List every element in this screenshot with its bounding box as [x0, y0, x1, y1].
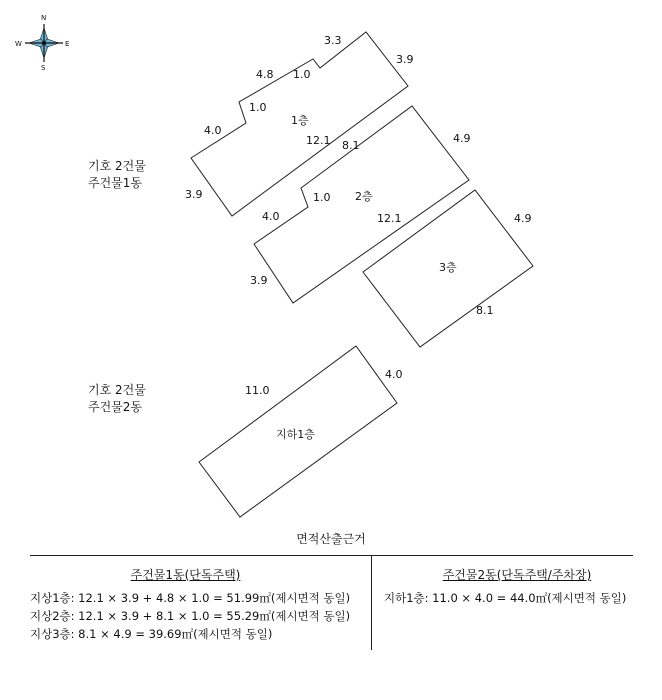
floor1-dim-3-9-left: 3.9: [185, 188, 203, 201]
table-top-rule: [30, 555, 633, 556]
floor1-dim-1-0-left: 1.0: [249, 101, 267, 114]
building1-label-line1: 기호 2건물: [88, 159, 146, 173]
floor1-dim-3-3: 3.3: [324, 34, 342, 47]
right-column-title: 주건물2동(단독주택/주차장): [442, 568, 592, 582]
compass-south: S: [41, 64, 46, 72]
floor1-dim-3-9: 3.9: [396, 53, 414, 66]
floor1-name: 1층: [291, 114, 309, 127]
table-row: 지하1층: 11.0 × 4.0 = 44.0㎡(제시면적 동일): [384, 591, 627, 605]
floor2-dim-4-9: 4.9: [453, 132, 471, 145]
table-right-column: [372, 566, 662, 607]
table-caption: 면적산출근거: [296, 532, 366, 546]
building1-label-line2: 주건물1동: [88, 176, 143, 190]
basement-dim-11-0: 11.0: [245, 384, 270, 397]
floor1-dim-4-0: 4.0: [204, 124, 222, 137]
floor1-dim-1-0-top: 1.0: [293, 68, 311, 81]
table-left-column: [0, 566, 371, 643]
floor2-dim-3-9: 3.9: [250, 274, 268, 287]
building2-label-line1: 기호 2건물: [88, 383, 146, 397]
basement-dim-4-0: 4.0: [385, 368, 403, 381]
table-row: 지상2층: 12.1 × 3.9 + 8.1 × 1.0 = 55.29㎡(제시면적 동일): [30, 609, 351, 623]
compass-icon: [15, 14, 69, 72]
compass-east: E: [65, 40, 70, 48]
table-row: 지상3층: 8.1 × 4.9 = 39.69㎡(제시면적 동일): [30, 627, 273, 641]
floor2-outline: [254, 106, 469, 303]
floor2-dim-4-0: 4.0: [262, 210, 280, 223]
basement-name: 지하1층: [276, 428, 315, 441]
floor1-dim-12-1: 12.1: [306, 134, 331, 147]
building2-label-line2: 주건물2동: [88, 400, 143, 414]
compass-west: W: [15, 40, 22, 48]
floor2-dim-12-1: 12.1: [377, 212, 402, 225]
floor3-name: 3층: [439, 261, 457, 274]
table-row: 지상1층: 12.1 × 3.9 + 4.8 × 1.0 = 51.99㎡(제시면적 동일): [30, 591, 351, 605]
floor1-dim-8-1: 8.1: [342, 139, 360, 152]
compass-north: N: [41, 14, 47, 22]
floor3-dim-4-9: 4.9: [514, 212, 532, 225]
floor1-dim-4-8: 4.8: [256, 68, 274, 81]
left-column-title: 주건물1동(단독주택): [130, 568, 241, 582]
floor3-dim-8-1: 8.1: [476, 304, 494, 317]
floor2-dim-1-0: 1.0: [313, 191, 331, 204]
floor2-name: 2층: [355, 190, 373, 203]
